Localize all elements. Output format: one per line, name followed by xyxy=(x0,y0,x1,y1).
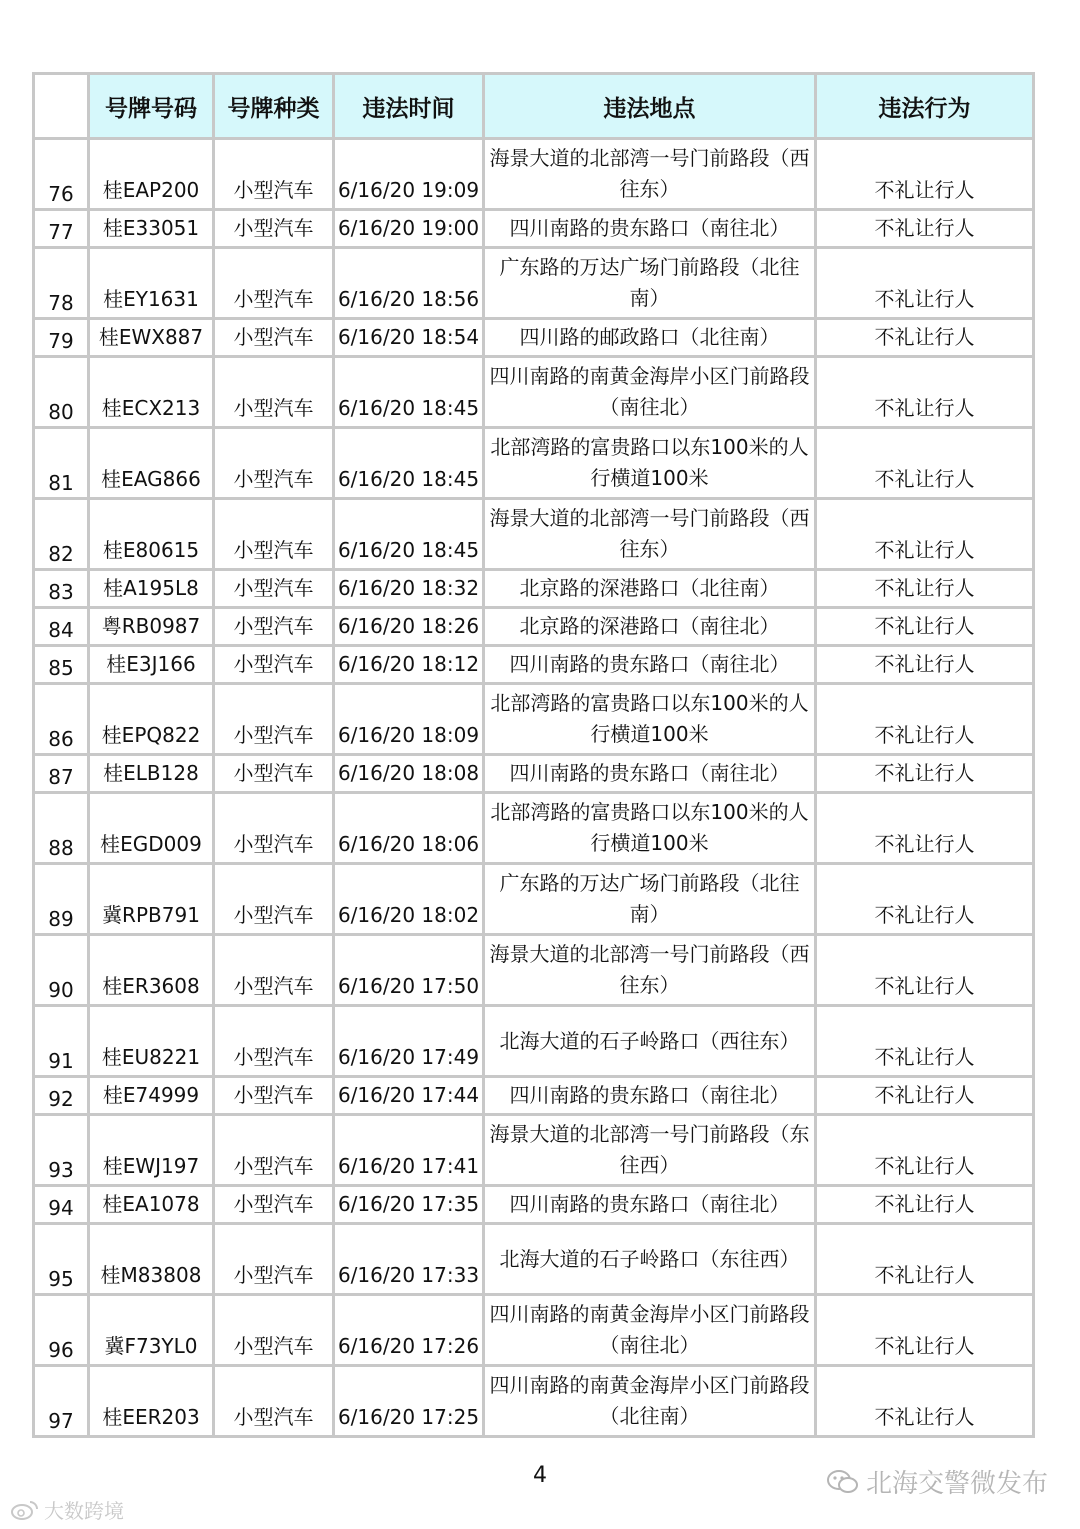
row-violation-time: 6/16/20 17:26 xyxy=(334,1295,484,1366)
watermark-right xyxy=(826,1463,1048,1500)
row-violation-location: 北海大道的石子岭路口（西往东） xyxy=(484,1006,816,1077)
row-violation-behavior: 不礼让行人 xyxy=(816,1295,1034,1366)
row-violation-time: 6/16/20 18:02 xyxy=(334,864,484,935)
table-row xyxy=(34,935,1034,1006)
row-plate: 桂EY1631 xyxy=(89,248,214,319)
row-violation-behavior: 不礼让行人 xyxy=(816,864,1034,935)
row-violation-time: 6/16/20 17:49 xyxy=(334,1006,484,1077)
row-violation-time: 6/16/20 18:45 xyxy=(334,428,484,499)
table-row xyxy=(34,608,1034,646)
row-plate: 桂EAP200 xyxy=(89,139,214,210)
row-plate: 冀RPB791 xyxy=(89,864,214,935)
row-index: 85 xyxy=(34,646,89,684)
row-index: 89 xyxy=(34,864,89,935)
row-plate: 桂M83808 xyxy=(89,1224,214,1295)
row-violation-time: 6/16/20 18:32 xyxy=(334,570,484,608)
row-plate: 桂E3J166 xyxy=(89,646,214,684)
row-violation-behavior: 不礼让行人 xyxy=(816,499,1034,570)
row-plate-type: 小型汽车 xyxy=(214,646,334,684)
row-violation-time: 6/16/20 17:41 xyxy=(334,1115,484,1186)
table-body xyxy=(34,139,1034,1437)
row-violation-location: 广东路的万达广场门前路段（北往南） xyxy=(484,864,816,935)
table-row xyxy=(34,428,1034,499)
watermark-left-text: 大数跨境 xyxy=(44,1499,124,1523)
row-plate: 桂EWJ197 xyxy=(89,1115,214,1186)
row-violation-location: 四川南路的贵东路口（南往北） xyxy=(484,755,816,793)
row-index: 83 xyxy=(34,570,89,608)
row-plate: 桂A195L8 xyxy=(89,570,214,608)
row-violation-behavior: 不礼让行人 xyxy=(816,935,1034,1006)
row-violation-location: 北京路的深港路口（北往南） xyxy=(484,570,816,608)
row-plate: 桂EGD009 xyxy=(89,793,214,864)
row-plate: 桂E80615 xyxy=(89,499,214,570)
row-plate-type: 小型汽车 xyxy=(214,499,334,570)
row-violation-time: 6/16/20 18:09 xyxy=(334,684,484,755)
header-plate-type: 号牌种类 xyxy=(214,74,334,139)
row-plate: 桂E33051 xyxy=(89,210,214,248)
row-violation-location: 四川南路的南黄金海岸小区门前路段（南往北） xyxy=(484,357,816,428)
table-row xyxy=(34,1077,1034,1115)
row-plate-type: 小型汽车 xyxy=(214,1186,334,1224)
row-plate-type: 小型汽车 xyxy=(214,1295,334,1366)
header-index xyxy=(34,74,89,139)
row-violation-location: 海景大道的北部湾一号门前路段（西往东） xyxy=(484,139,816,210)
row-plate: 桂EWX887 xyxy=(89,319,214,357)
row-plate-type: 小型汽车 xyxy=(214,1077,334,1115)
row-violation-location: 四川路的邮政路口（北往南） xyxy=(484,319,816,357)
table-row xyxy=(34,755,1034,793)
row-violation-location: 海景大道的北部湾一号门前路段（西往东） xyxy=(484,935,816,1006)
row-index: 88 xyxy=(34,793,89,864)
row-plate: 桂ECX213 xyxy=(89,357,214,428)
table-row xyxy=(34,793,1034,864)
violations-table xyxy=(32,72,1035,1438)
row-plate-type: 小型汽车 xyxy=(214,357,334,428)
row-violation-behavior: 不礼让行人 xyxy=(816,1186,1034,1224)
row-plate-type: 小型汽车 xyxy=(214,684,334,755)
row-index: 86 xyxy=(34,684,89,755)
watermark-right-text: 北海交警微发布 xyxy=(865,1469,1048,1499)
row-violation-time: 6/16/20 17:50 xyxy=(334,935,484,1006)
row-violation-time: 6/16/20 18:12 xyxy=(334,646,484,684)
row-violation-behavior: 不礼让行人 xyxy=(816,793,1034,864)
row-plate: 桂ER3608 xyxy=(89,935,214,1006)
row-index: 91 xyxy=(34,1006,89,1077)
row-violation-time: 6/16/20 17:35 xyxy=(334,1186,484,1224)
row-violation-location: 广东路的万达广场门前路段（北往南） xyxy=(484,248,816,319)
row-violation-behavior: 不礼让行人 xyxy=(816,248,1034,319)
row-violation-time: 6/16/20 18:06 xyxy=(334,793,484,864)
row-violation-behavior: 不礼让行人 xyxy=(816,1006,1034,1077)
table-row xyxy=(34,684,1034,755)
row-plate-type: 小型汽车 xyxy=(214,935,334,1006)
row-violation-behavior: 不礼让行人 xyxy=(816,210,1034,248)
row-index: 80 xyxy=(34,357,89,428)
table-row xyxy=(34,1186,1034,1224)
row-violation-location: 北京路的深港路口（南往北） xyxy=(484,608,816,646)
table-row xyxy=(34,646,1034,684)
row-violation-behavior: 不礼让行人 xyxy=(816,755,1034,793)
row-violation-behavior: 不礼让行人 xyxy=(816,684,1034,755)
row-violation-behavior: 不礼让行人 xyxy=(816,357,1034,428)
row-violation-behavior: 不礼让行人 xyxy=(816,646,1034,684)
row-violation-location: 四川南路的贵东路口（南往北） xyxy=(484,1186,816,1224)
row-index: 92 xyxy=(34,1077,89,1115)
row-plate-type: 小型汽车 xyxy=(214,755,334,793)
table-row xyxy=(34,1295,1034,1366)
row-violation-time: 6/16/20 18:54 xyxy=(334,319,484,357)
row-violation-behavior: 不礼让行人 xyxy=(816,139,1034,210)
header-plate: 号牌号码 xyxy=(89,74,214,139)
table-row xyxy=(34,248,1034,319)
row-index: 77 xyxy=(34,210,89,248)
row-index: 90 xyxy=(34,935,89,1006)
table-row xyxy=(34,1366,1034,1437)
table-row xyxy=(34,570,1034,608)
row-plate-type: 小型汽车 xyxy=(214,793,334,864)
table-row xyxy=(34,319,1034,357)
table-row xyxy=(34,499,1034,570)
header-violation-time: 违法时间 xyxy=(334,74,484,139)
row-violation-behavior: 不礼让行人 xyxy=(816,428,1034,499)
row-plate: 桂EAG866 xyxy=(89,428,214,499)
row-violation-time: 6/16/20 18:45 xyxy=(334,357,484,428)
row-plate-type: 小型汽车 xyxy=(214,428,334,499)
row-violation-location: 四川南路的南黄金海岸小区门前路段（南往北） xyxy=(484,1295,816,1366)
row-plate: 桂EER203 xyxy=(89,1366,214,1437)
row-plate: 冀F73YL0 xyxy=(89,1295,214,1366)
row-violation-location: 北部湾路的富贵路口以东100米的人行横道100米 xyxy=(484,684,816,755)
row-violation-time: 6/16/20 17:44 xyxy=(334,1077,484,1115)
row-violation-time: 6/16/20 18:56 xyxy=(334,248,484,319)
row-plate-type: 小型汽车 xyxy=(214,248,334,319)
table-row xyxy=(34,357,1034,428)
row-violation-behavior: 不礼让行人 xyxy=(816,1366,1034,1437)
row-index: 82 xyxy=(34,499,89,570)
row-violation-location: 四川南路的贵东路口（南往北） xyxy=(484,1077,816,1115)
row-violation-location: 四川南路的贵东路口（南往北） xyxy=(484,646,816,684)
row-index: 78 xyxy=(34,248,89,319)
row-index: 84 xyxy=(34,608,89,646)
row-plate-type: 小型汽车 xyxy=(214,570,334,608)
row-violation-behavior: 不礼让行人 xyxy=(816,1224,1034,1295)
row-index: 93 xyxy=(34,1115,89,1186)
row-violation-time: 6/16/20 19:00 xyxy=(334,210,484,248)
weibo-icon xyxy=(10,1499,40,1521)
row-violation-behavior: 不礼让行人 xyxy=(816,608,1034,646)
row-plate: 桂EU8221 xyxy=(89,1006,214,1077)
row-violation-behavior: 不礼让行人 xyxy=(816,570,1034,608)
row-plate-type: 小型汽车 xyxy=(214,1115,334,1186)
row-violation-location: 北部湾路的富贵路口以东100米的人行横道100米 xyxy=(484,793,816,864)
row-index: 76 xyxy=(34,139,89,210)
row-violation-location: 四川南路的南黄金海岸小区门前路段（北往南） xyxy=(484,1366,816,1437)
row-index: 96 xyxy=(34,1295,89,1366)
row-plate-type: 小型汽车 xyxy=(214,1224,334,1295)
row-plate: 桂E74999 xyxy=(89,1077,214,1115)
row-plate-type: 小型汽车 xyxy=(214,319,334,357)
header-violation-location: 违法地点 xyxy=(484,74,816,139)
row-plate: 粤RB0987 xyxy=(89,608,214,646)
row-index: 97 xyxy=(34,1366,89,1437)
row-index: 94 xyxy=(34,1186,89,1224)
header-violation-behavior: 违法行为 xyxy=(816,74,1034,139)
table-row xyxy=(34,864,1034,935)
table-row xyxy=(34,1006,1034,1077)
row-violation-time: 6/16/20 17:33 xyxy=(334,1224,484,1295)
page-number: 4 xyxy=(533,1463,547,1488)
row-index: 87 xyxy=(34,755,89,793)
row-index: 81 xyxy=(34,428,89,499)
watermark-left xyxy=(10,1495,124,1524)
row-plate-type: 小型汽车 xyxy=(214,210,334,248)
table-row xyxy=(34,210,1034,248)
row-violation-behavior: 不礼让行人 xyxy=(816,1115,1034,1186)
row-plate: 桂EA1078 xyxy=(89,1186,214,1224)
row-plate: 桂ELB128 xyxy=(89,755,214,793)
table-row xyxy=(34,139,1034,210)
row-violation-time: 6/16/20 18:08 xyxy=(334,755,484,793)
row-index: 79 xyxy=(34,319,89,357)
row-violation-location: 北部湾路的富贵路口以东100米的人行横道100米 xyxy=(484,428,816,499)
row-plate-type: 小型汽车 xyxy=(214,864,334,935)
row-plate-type: 小型汽车 xyxy=(214,1366,334,1437)
row-violation-time: 6/16/20 18:45 xyxy=(334,499,484,570)
row-plate-type: 小型汽车 xyxy=(214,608,334,646)
wechat-icon xyxy=(826,1468,860,1496)
header-row xyxy=(34,74,1034,139)
row-violation-location: 海景大道的北部湾一号门前路段（东往西） xyxy=(484,1115,816,1186)
row-violation-behavior: 不礼让行人 xyxy=(816,1077,1034,1115)
table-row xyxy=(34,1224,1034,1295)
table-row xyxy=(34,1115,1034,1186)
row-plate-type: 小型汽车 xyxy=(214,139,334,210)
row-violation-time: 6/16/20 18:26 xyxy=(334,608,484,646)
row-violation-location: 北海大道的石子岭路口（东往西） xyxy=(484,1224,816,1295)
row-violation-behavior: 不礼让行人 xyxy=(816,319,1034,357)
row-violation-time: 6/16/20 19:09 xyxy=(334,139,484,210)
row-violation-location: 海景大道的北部湾一号门前路段（西往东） xyxy=(484,499,816,570)
row-violation-location: 四川南路的贵东路口（南往北） xyxy=(484,210,816,248)
row-plate-type: 小型汽车 xyxy=(214,1006,334,1077)
row-plate: 桂EPQ822 xyxy=(89,684,214,755)
row-violation-time: 6/16/20 17:25 xyxy=(334,1366,484,1437)
row-index: 95 xyxy=(34,1224,89,1295)
